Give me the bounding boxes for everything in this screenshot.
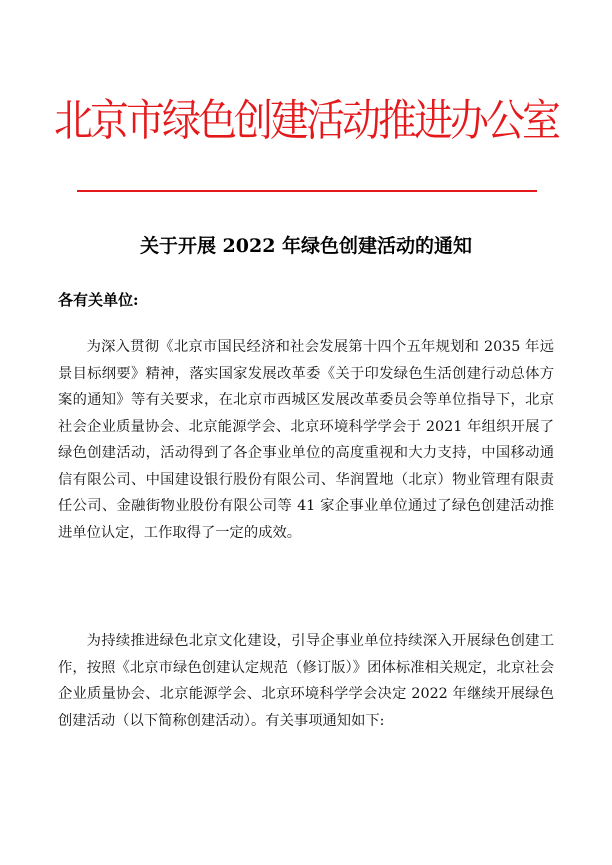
body-paragraph-1: 为深入贯彻《北京市国民经济和社会发展第十四个五年规划和 2035 年远景目标纲要》精神，落实国家发展改革委《关于印发绿色生活创建行动总体方案的通知》等有关要求，在北京市西城区发展改革委员会等单位指导下，北京社会企业质量协会、北京能源学会、北京环境科学学会于 2021 年组织开展了绿色创建活动，活动得到了各企事业单位的高度重视和大力支持，中国移动通信有限公司、中国建设银行股份有限公司、华润置地（北京）物业管理有限责任公司、金融街物业股份有限公司等 41 家企事业单位通过了绿色创建活动推进单位认定，工作取得了一定的成效。 [58, 339, 554, 541]
letterhead-red-rule [77, 190, 537, 192]
body-paragraph-2: 为持续推进绿色北京文化建设，引导企事业单位持续深入开展绿色创建工作，按照《北京市绿色创建认定规范（修订版）》团体标准相关规定，北京社会企业质量协会、北京能源学会、北京环境科学学会决定 2022 年继续开展绿色创建活动（以下简称创建活动）。有关事项通知如下: [58, 633, 554, 729]
letterhead-title: 北京市绿色创建活动推进办公室 [53, 96, 558, 147]
document-title: 关于开展 2022 年绿色创建活动的通知 [139, 235, 473, 257]
salutation: 各有关单位: [58, 291, 139, 309]
